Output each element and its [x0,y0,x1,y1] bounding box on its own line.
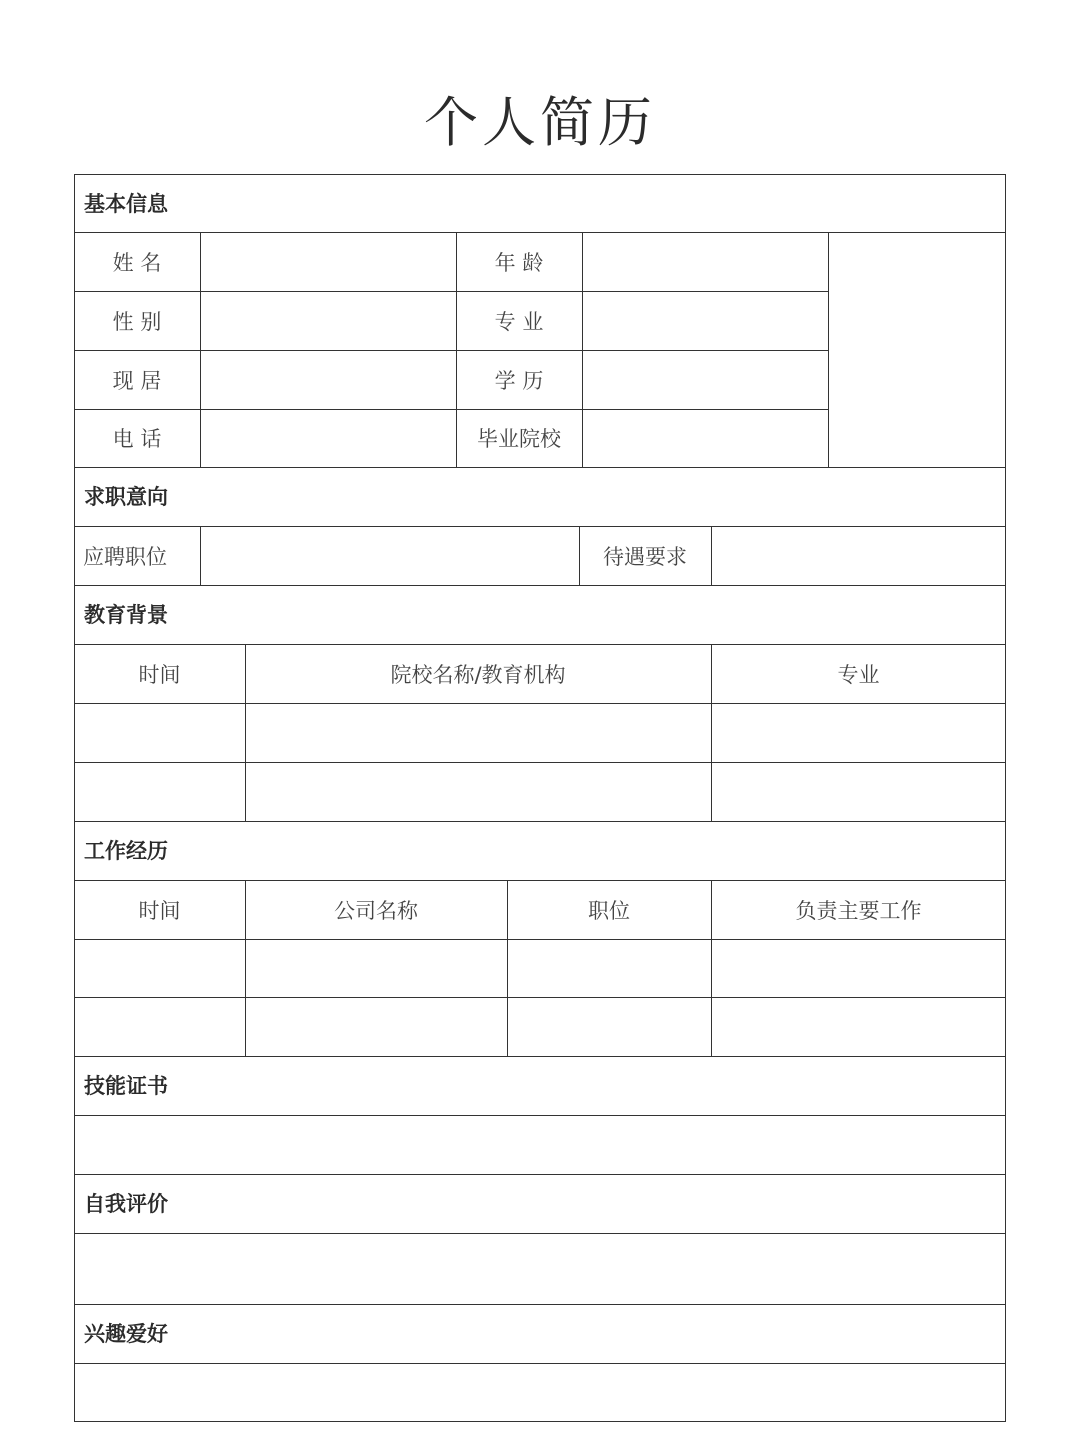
work-col-company: 公司名称 [334,898,418,923]
work-row1-duties[interactable] [712,940,1005,997]
salary-field[interactable] [712,527,1005,585]
work-row1-time[interactable] [75,940,245,997]
edu-row1-school[interactable] [246,704,711,762]
work-col-duties: 负责主要工作 [795,898,922,923]
education-label: 学 历 [494,368,544,393]
major-field[interactable] [583,292,828,350]
name-field[interactable] [201,233,456,291]
edu-col-time: 时间 [138,662,181,687]
section-hobbies: 兴趣爱好 [84,1322,168,1346]
photo-box[interactable] [829,233,1005,467]
edu-col-major: 专业 [837,662,880,687]
work-row1-company[interactable] [246,940,507,997]
work-col-position: 职位 [588,898,630,923]
section-skills: 技能证书 [84,1074,168,1098]
work-row2-time[interactable] [75,998,245,1056]
edu-row2-school[interactable] [246,763,711,821]
edu-col-school: 院校名称/教育机构 [390,662,566,687]
education-level-field[interactable] [583,351,828,409]
phone-label: 电 话 [112,427,162,451]
gender-label: 性 别 [112,309,162,334]
edu-row2-time[interactable] [75,763,245,821]
work-col-time: 时间 [138,898,181,923]
resume-table [74,174,1006,1422]
position-label: 应聘职位 [83,544,167,569]
hobbies-field[interactable] [75,1364,1005,1421]
gender-field[interactable] [201,292,456,350]
age-label: 年 龄 [494,250,544,275]
age-field[interactable] [583,233,828,291]
skills-field[interactable] [75,1116,1005,1174]
section-job-intention: 求职意向 [84,485,168,509]
section-basic-info: 基本信息 [84,192,168,216]
work-row2-position[interactable] [508,998,711,1056]
work-row2-duties[interactable] [712,998,1005,1056]
edu-row1-time[interactable] [75,704,245,762]
self-evaluation-field[interactable] [75,1234,1005,1304]
edu-row1-major[interactable] [712,704,1005,762]
section-work: 工作经历 [84,839,168,863]
section-self-evaluation: 自我评价 [84,1192,168,1216]
work-row1-position[interactable] [508,940,711,997]
edu-row2-major[interactable] [712,763,1005,821]
name-label: 姓 名 [112,250,162,275]
page-title: 个人简历 [424,91,656,154]
school-field[interactable] [583,410,828,467]
phone-field[interactable] [201,410,456,467]
work-row2-company[interactable] [246,998,507,1056]
section-education: 教育背景 [84,603,168,627]
school-label: 毕业院校 [477,427,561,451]
residence-label: 现 居 [112,368,162,393]
salary-label: 待遇要求 [603,544,687,569]
position-field[interactable] [201,527,579,585]
residence-field[interactable] [201,351,456,409]
major-label: 专 业 [494,309,544,334]
